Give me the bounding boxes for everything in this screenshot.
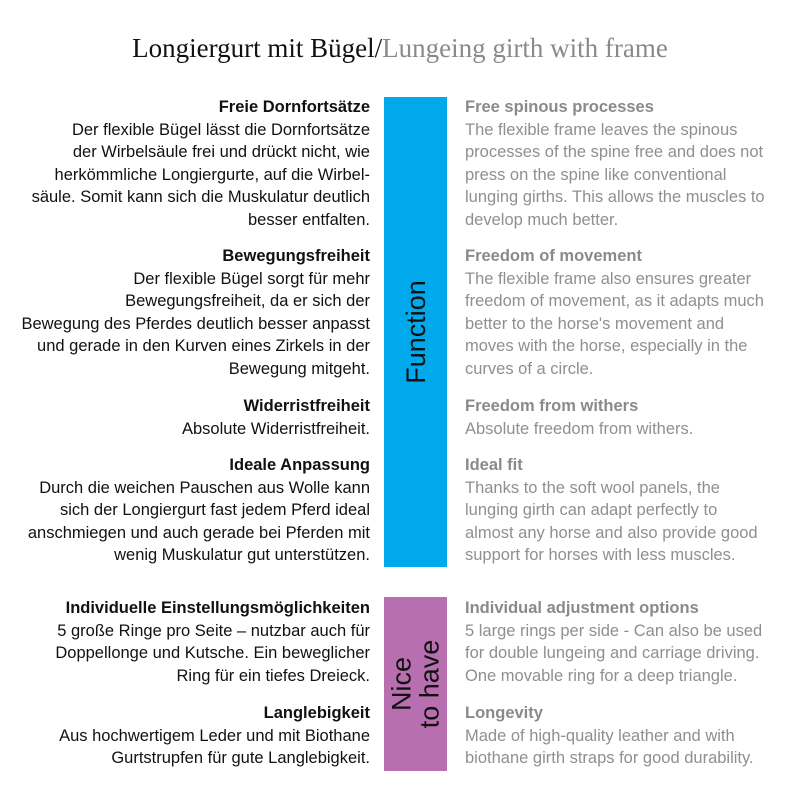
feature-line: sich der Longiergurt fast jedem Pferd ideal <box>59 501 370 519</box>
feature-line: Made of high-quality leather and with <box>465 726 735 745</box>
feature-line: Absolute freedom from withers. <box>465 419 694 438</box>
feature-line: Thanks to the soft wool panels, the <box>465 478 720 497</box>
feature-line: Absolute Widerristfreiheit. <box>182 419 370 438</box>
feature-line: der Wirbelsäule frei und drückt nicht, wie <box>72 143 370 161</box>
feature-line: Bewegungsfreiheit, da er sich der <box>125 292 370 310</box>
feature-heading: Ideal fit <box>465 456 523 474</box>
feature-line: Doppellonge und Kutsche. Ein beweglicher <box>55 644 370 662</box>
feature-line: Bewegung mitgeht. <box>228 359 370 378</box>
feature-line: The flexible frame leaves the spinous <box>465 120 738 139</box>
feature-line: for double lungeing and carriage driving. <box>465 644 760 662</box>
feature-de-spinous <box>32 96 370 231</box>
nice-to-have-band <box>384 597 447 771</box>
feature-de-longevity <box>59 702 370 770</box>
feature-heading: Individual adjustment options <box>465 599 699 617</box>
feature-line: support for horses with less muscles. <box>465 546 736 564</box>
feature-line: besser entfalten. <box>248 210 370 229</box>
feature-line: herkömmliche Longiergurte, auf die Wirbel- <box>54 165 370 184</box>
feature-line: Ring für ein tiefes Dreieck. <box>176 666 370 685</box>
feature-heading: Ideale Anpassung <box>229 456 370 474</box>
feature-en-adjustment <box>465 597 762 687</box>
feature-line: Der flexible Bügel lässt die Dornfortsätze <box>71 120 370 139</box>
function-band <box>384 97 447 567</box>
nice-to-have-line-2: to have <box>414 639 445 729</box>
feature-line: lunging girth can adapt perfectly to <box>465 501 718 519</box>
feature-line: The flexible frame also ensures greater <box>465 269 752 288</box>
feature-line: develop much better. <box>465 210 619 229</box>
feature-heading: Bewegungsfreiheit <box>222 247 370 265</box>
feature-line: press on the spine like conventional <box>465 165 727 184</box>
function-label <box>402 280 430 384</box>
feature-heading: Freie Dornfortsätze <box>218 98 370 116</box>
feature-heading: Widerristfreiheit <box>243 397 370 415</box>
feature-de-withers <box>182 395 370 440</box>
nice-to-have-line-1: Nice <box>386 656 417 712</box>
feature-heading: Free spinous processes <box>465 98 654 116</box>
feature-line: processes of the spine free and does not <box>465 143 764 161</box>
feature-line: anschmiegen und auch gerade bei Pferden mit <box>27 523 370 542</box>
feature-en-movement <box>465 245 764 380</box>
feature-line: 5 large rings per side - Can also be used <box>465 621 763 640</box>
nice-to-have-label <box>388 640 444 729</box>
feature-line: almost any horse and also provide good <box>465 523 758 542</box>
feature-line: Gurtstrupfen für gute Langlebigkeit. <box>111 749 370 767</box>
function-label-text: Function <box>400 280 431 384</box>
page-title <box>0 30 800 66</box>
feature-line: Aus hochwertigem Leder und mit Biothane <box>59 726 370 745</box>
feature-line: better to the horse's movement and <box>465 314 725 333</box>
feature-line: Der flexible Bügel sorgt für mehr <box>133 269 370 288</box>
feature-line: lunging girths. This allows the muscles to <box>465 188 765 206</box>
feature-line: wenig Muskulatur gut unterstützen. <box>114 546 370 564</box>
feature-line: biothane girth straps for good durability. <box>465 749 754 767</box>
feature-de-movement <box>21 245 370 380</box>
feature-heading: Longevity <box>465 704 543 722</box>
feature-line: freedom of movement, as it adapts much <box>465 292 764 310</box>
feature-line: 5 große Ringe pro Seite – nutzbar auch für <box>57 621 370 640</box>
feature-line: und gerade in den Kurven eines Zirkels in der <box>37 337 370 355</box>
feature-line: One movable ring for a deep triangle. <box>465 666 738 685</box>
feature-heading: Langlebigkeit <box>263 704 370 722</box>
feature-heading: Individuelle Einstellungsmöglichkeiten <box>65 599 370 617</box>
feature-en-spinous <box>465 96 765 231</box>
feature-en-longevity <box>465 702 754 770</box>
title-english: Lungeing girth with frame <box>382 33 668 63</box>
feature-line: curves of a circle. <box>465 359 594 378</box>
feature-heading: Freedom from withers <box>465 397 639 415</box>
title-german: Longiergurt mit Bügel/ <box>132 33 383 63</box>
feature-de-fit <box>28 454 370 567</box>
feature-en-withers <box>465 395 693 440</box>
feature-line: Durch die weichen Pauschen aus Wolle kann <box>39 478 370 497</box>
feature-heading: Freedom of movement <box>465 247 642 265</box>
feature-line: säule. Somit kann sich die Muskulatur deutlich <box>31 188 370 206</box>
feature-de-adjustment <box>55 597 370 687</box>
feature-line: Bewegung des Pferdes deutlich besser anpasst <box>21 314 370 333</box>
feature-en-fit <box>465 454 758 567</box>
feature-line: moves with the horse, especially in the <box>465 337 748 355</box>
